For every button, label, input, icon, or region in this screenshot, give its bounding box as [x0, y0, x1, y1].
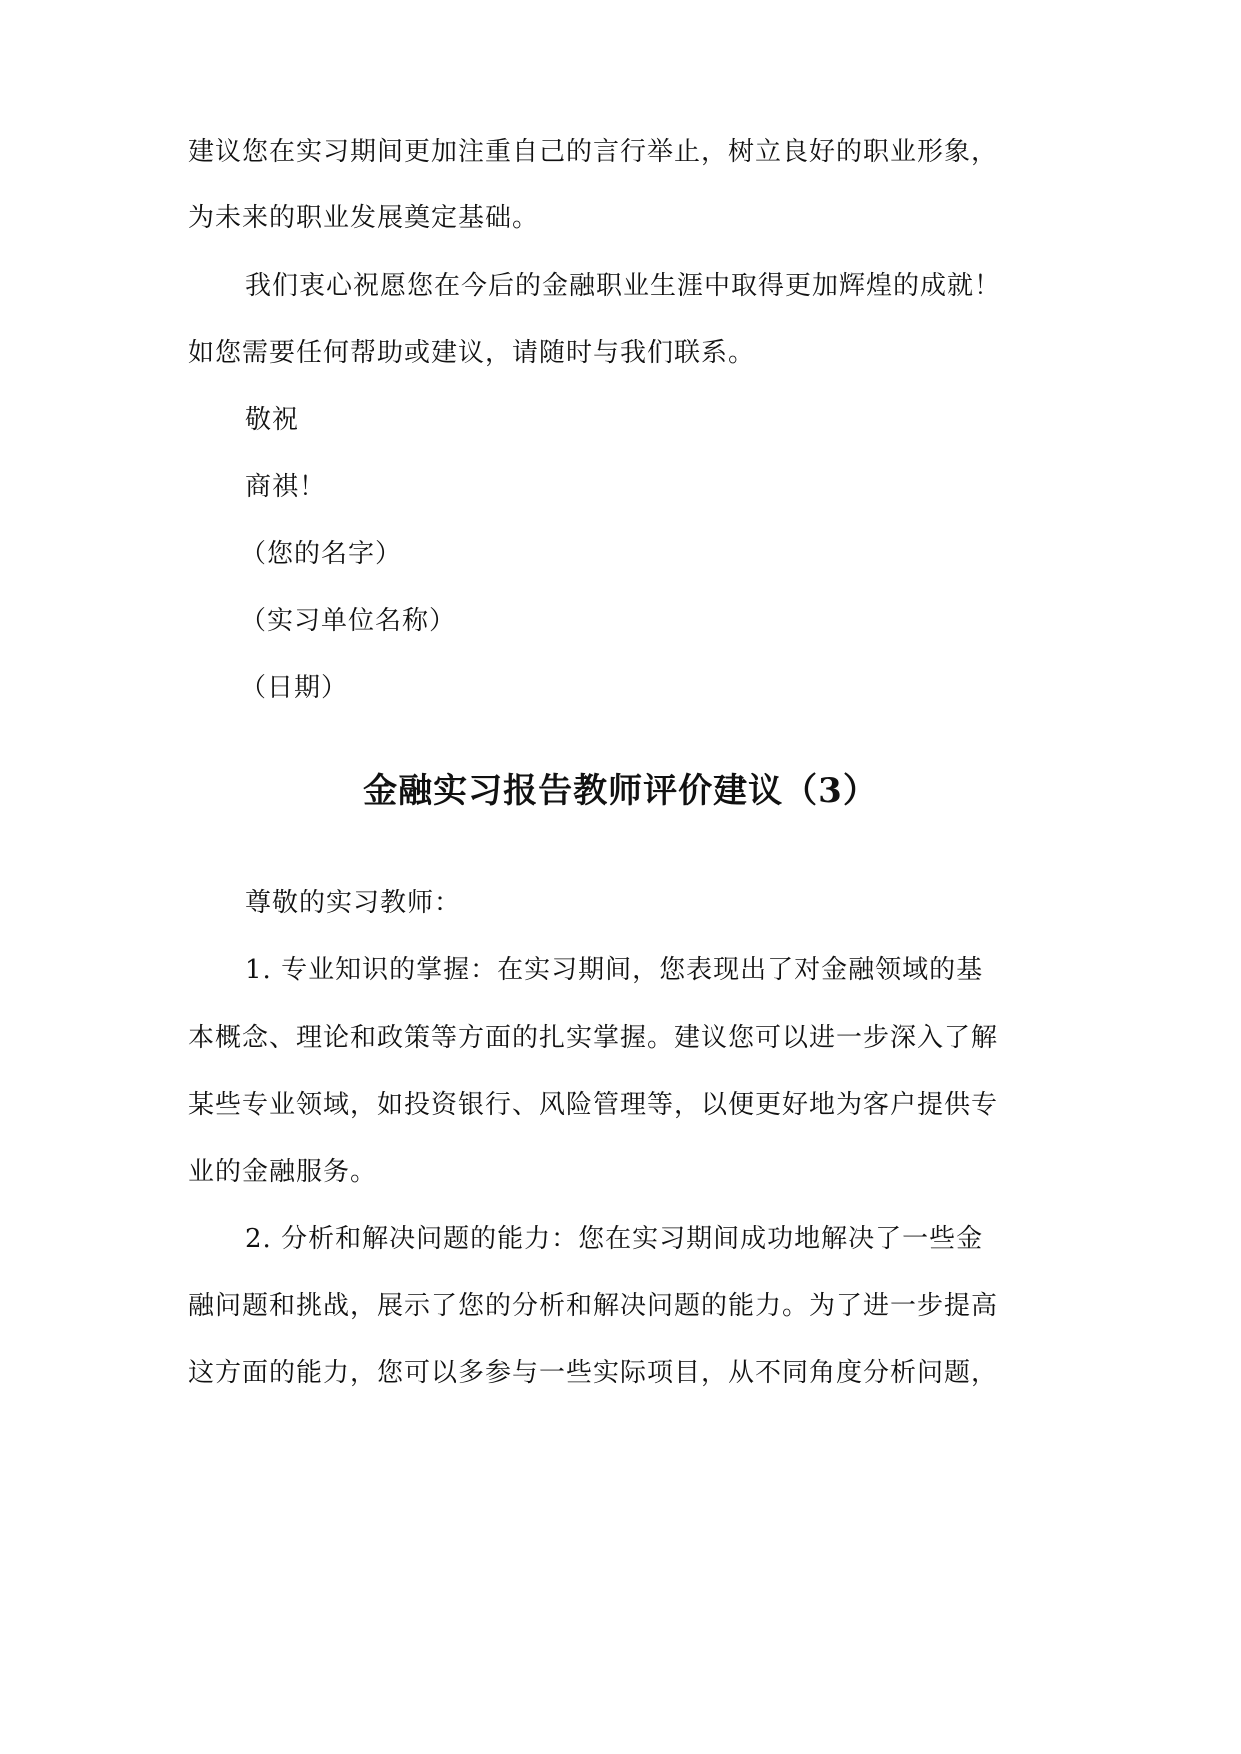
item-1-line-1: 1. 专业知识的掌握：在实习期间，您表现出了对金融领域的基 — [245, 955, 984, 985]
item-1-line-2: 本概念、理论和政策等方面的扎实掌握。建议您可以进一步深入了解 — [188, 1023, 999, 1053]
intro-line-1: 建议您在实习期间更加注重自己的言行举止，树立良好的职业形象， — [188, 137, 999, 167]
salutation-line-1: 敬祝 — [245, 405, 300, 435]
salutation-line-2: 商祺！ — [245, 472, 327, 502]
item-2-line-3: 这方面的能力，您可以多参与一些实际项目，从不同角度分析问题， — [188, 1358, 999, 1388]
closing-line-2: 如您需要任何帮助或建议，请随时与我们联系。 — [188, 338, 756, 368]
signature-date: （日期） — [240, 673, 349, 703]
intro-line-2: 为未来的职业发展奠定基础。 — [188, 203, 540, 233]
item-1-line-3: 某些专业领域，如投资银行、风险管理等，以便更好地为客户提供专 — [188, 1090, 999, 1120]
section-title: 金融实习报告教师评价建议（3） — [363, 771, 878, 811]
item-2-line-1: 2. 分析和解决问题的能力：您在实习期间成功地解决了一些金 — [245, 1224, 984, 1254]
signature-organization: （实习单位名称） — [240, 606, 457, 636]
item-2-line-2: 融问题和挑战，展示了您的分析和解决问题的能力。为了进一步提高 — [188, 1291, 999, 1321]
signature-name: （您的名字） — [240, 539, 403, 569]
item-1-line-4: 业的金融服务。 — [188, 1157, 378, 1187]
closing-line-1: 我们衷心祝愿您在今后的金融职业生涯中取得更加辉煌的成就！ — [245, 271, 1002, 301]
greeting: 尊敬的实习教师： — [245, 888, 462, 918]
